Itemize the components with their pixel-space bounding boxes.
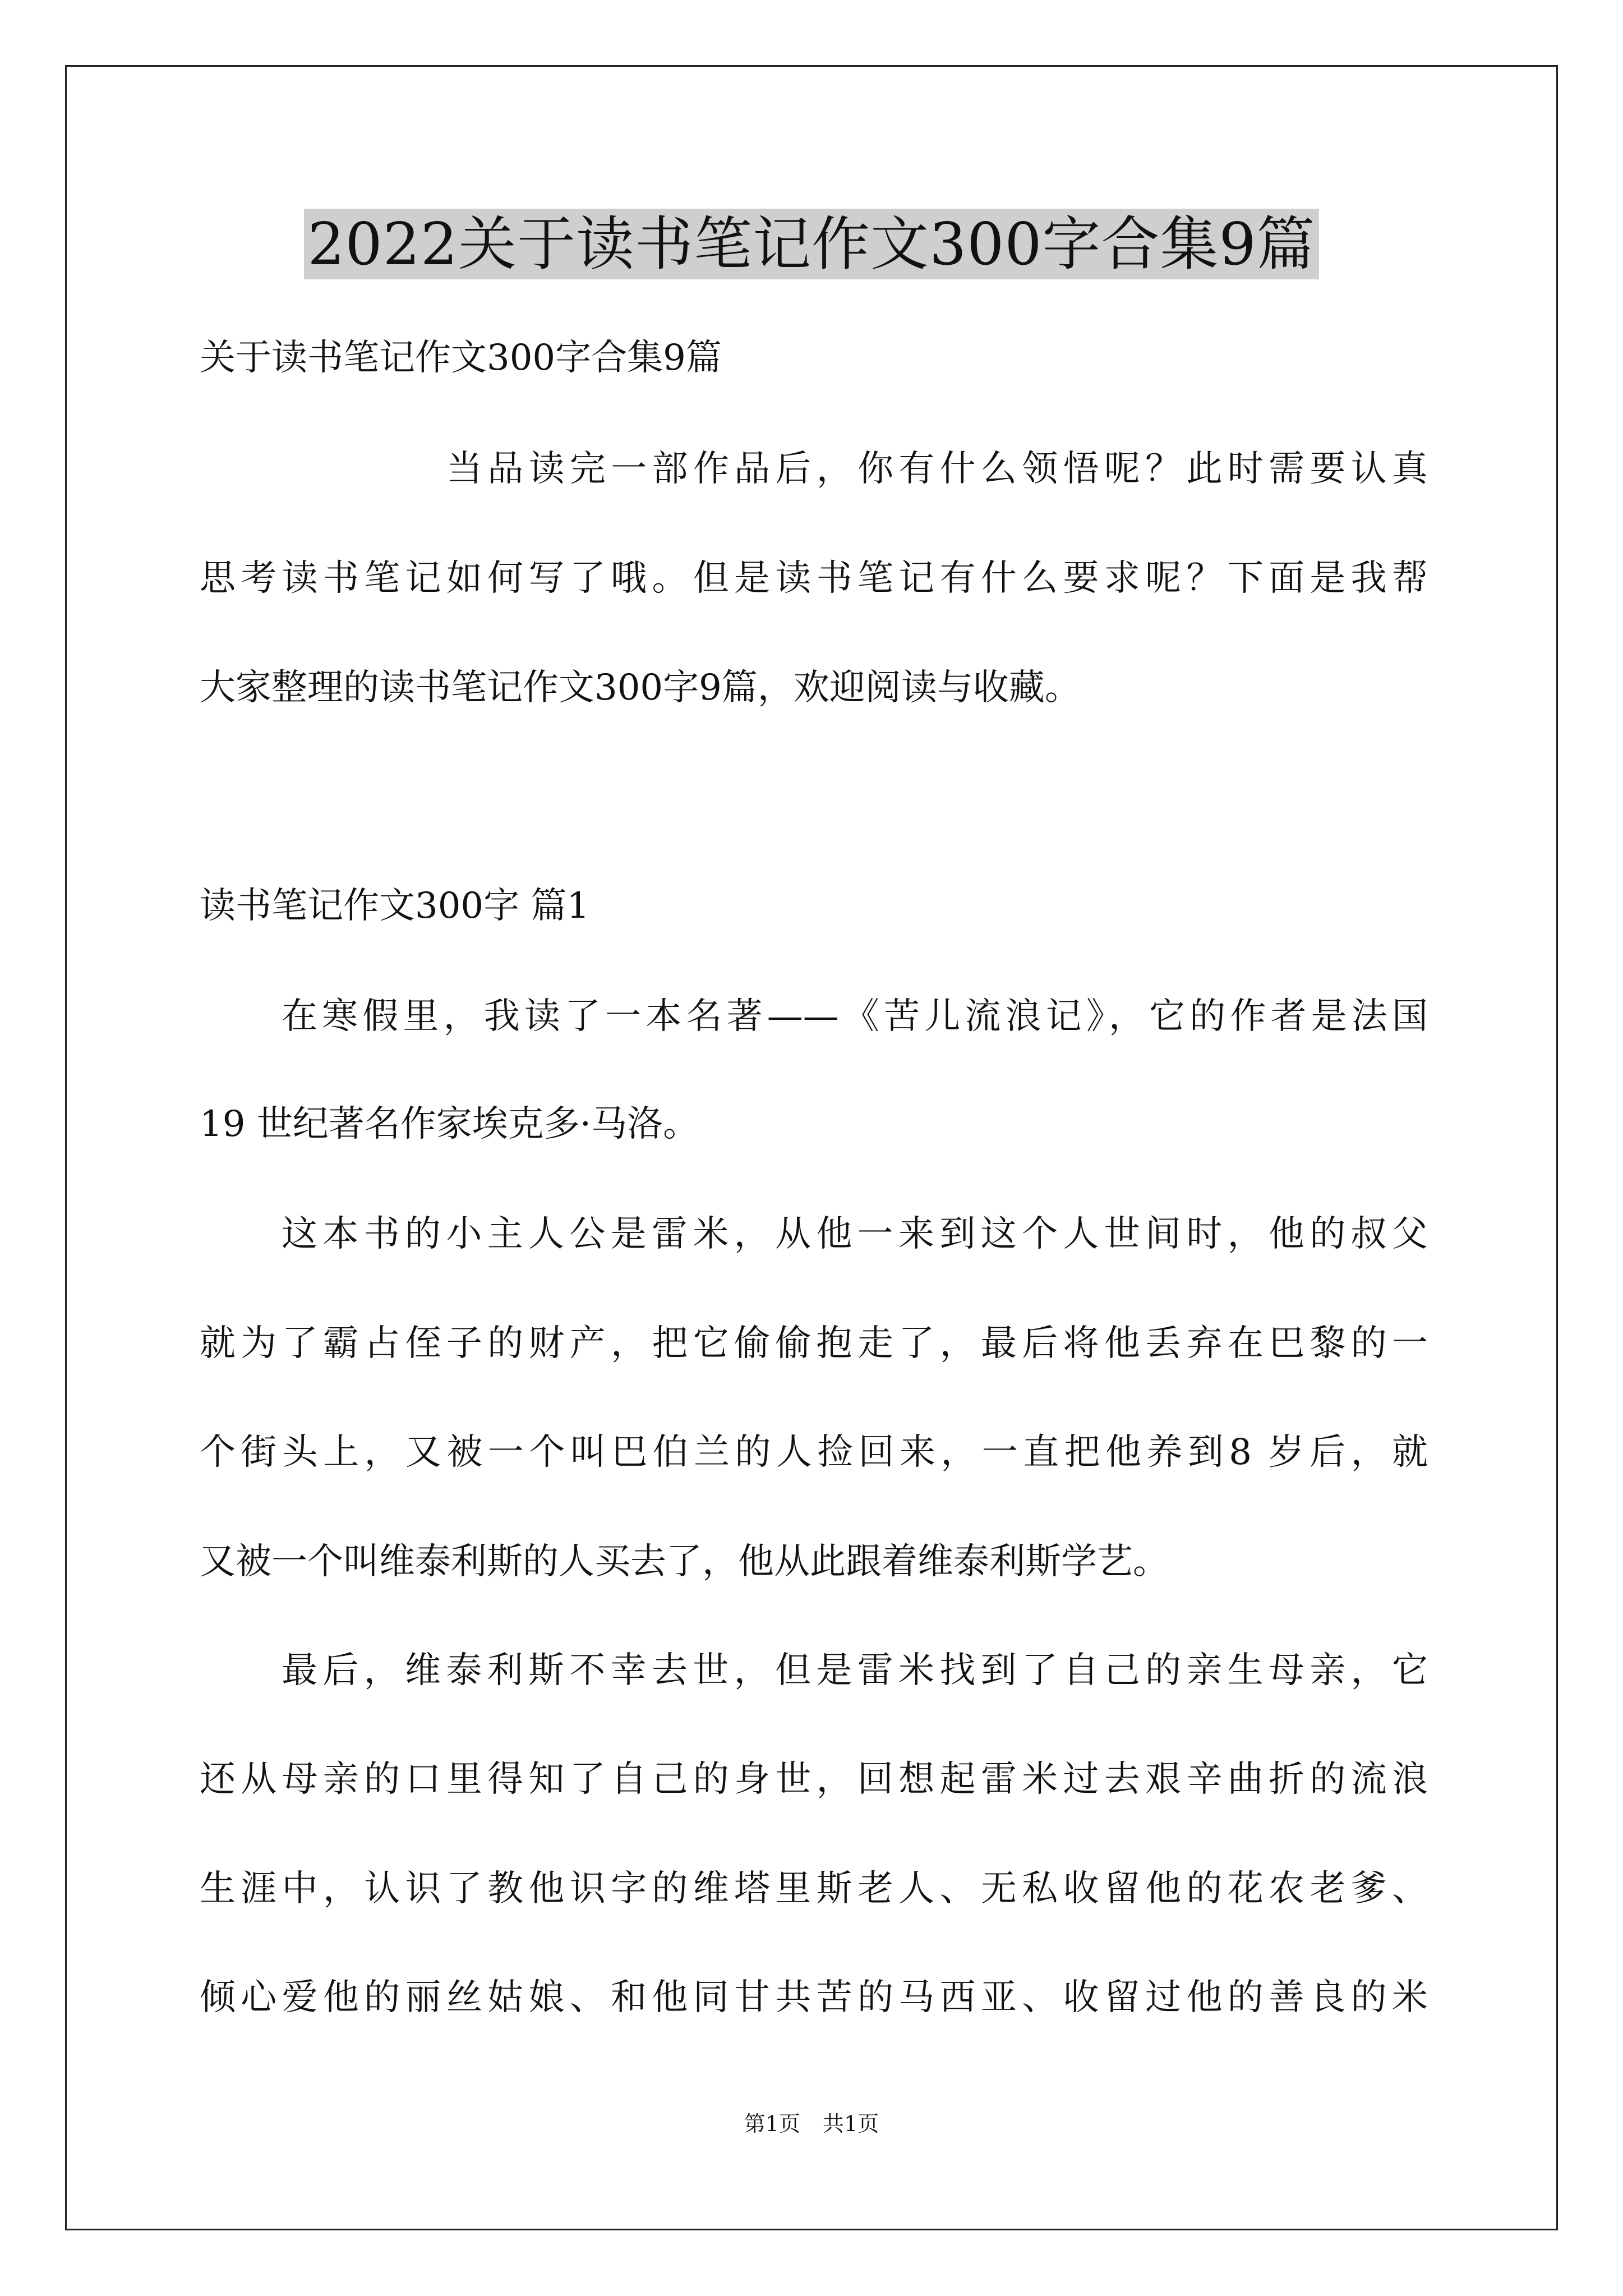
paragraph-line: 最后，维泰利斯不幸去世，但是雷米找到了自己的亲生母亲，它 bbox=[282, 1650, 1428, 1691]
paragraph-line: 就为了霸占侄子的财产，把它偷偷抱走了，最后将他丢弃在巴黎的一 bbox=[200, 1323, 1428, 1364]
paragraph-line: 又被一个叫维泰利斯的人买去了，他从此跟着维泰利斯学艺。 bbox=[200, 1541, 1169, 1582]
paragraph-line: 在寒假里，我读了一本名著——《苦儿流浪记》，它的作者是法国 bbox=[282, 996, 1428, 1037]
document-title: 2022关于读书笔记作文300字合集9篇 bbox=[304, 209, 1318, 279]
page-number: 第1页 bbox=[744, 2111, 800, 2136]
paragraph-line: 19 世纪著名作家埃克多·马洛。 bbox=[200, 1103, 699, 1145]
paragraph-line: 生涯中，认识了教他识字的维塔里斯老人、无私收留他的花农老爹、 bbox=[200, 1868, 1428, 1910]
page-total: 共1页 bbox=[823, 2111, 879, 2136]
title-container bbox=[0, 209, 1623, 279]
paragraph-line: 当品读完一部作品后，你有什么领悟呢？此时需要认真 bbox=[446, 448, 1428, 490]
paragraph-line: 还从母亲的口里得知了自己的身世，回想起雷米过去艰辛曲折的流浪 bbox=[200, 1759, 1428, 1800]
paragraph-line: 思考读书笔记如何写了哦。但是读书笔记有什么要求呢？下面是我帮 bbox=[200, 558, 1428, 599]
document-subtitle: 关于读书笔记作文300字合集9篇 bbox=[200, 337, 722, 379]
page-footer bbox=[0, 2110, 1623, 2137]
paragraph-line: 这本书的小主人公是雷米，从他一来到这个人世间时，他的叔父 bbox=[282, 1213, 1428, 1255]
paragraph-line: 大家整理的读书笔记作文300字9篇，欢迎阅读与收藏。 bbox=[200, 667, 1081, 708]
paragraph-line: 倾心爱他的丽丝姑娘、和他同甘共苦的马西亚、收留过他的善良的米 bbox=[200, 1977, 1428, 2018]
paragraph-line: 个街头上，又被一个叫巴伯兰的人捡回来，一直把他养到8 岁后，就 bbox=[200, 1432, 1428, 1473]
section-heading: 读书笔记作文300字 篇1 bbox=[200, 885, 590, 927]
